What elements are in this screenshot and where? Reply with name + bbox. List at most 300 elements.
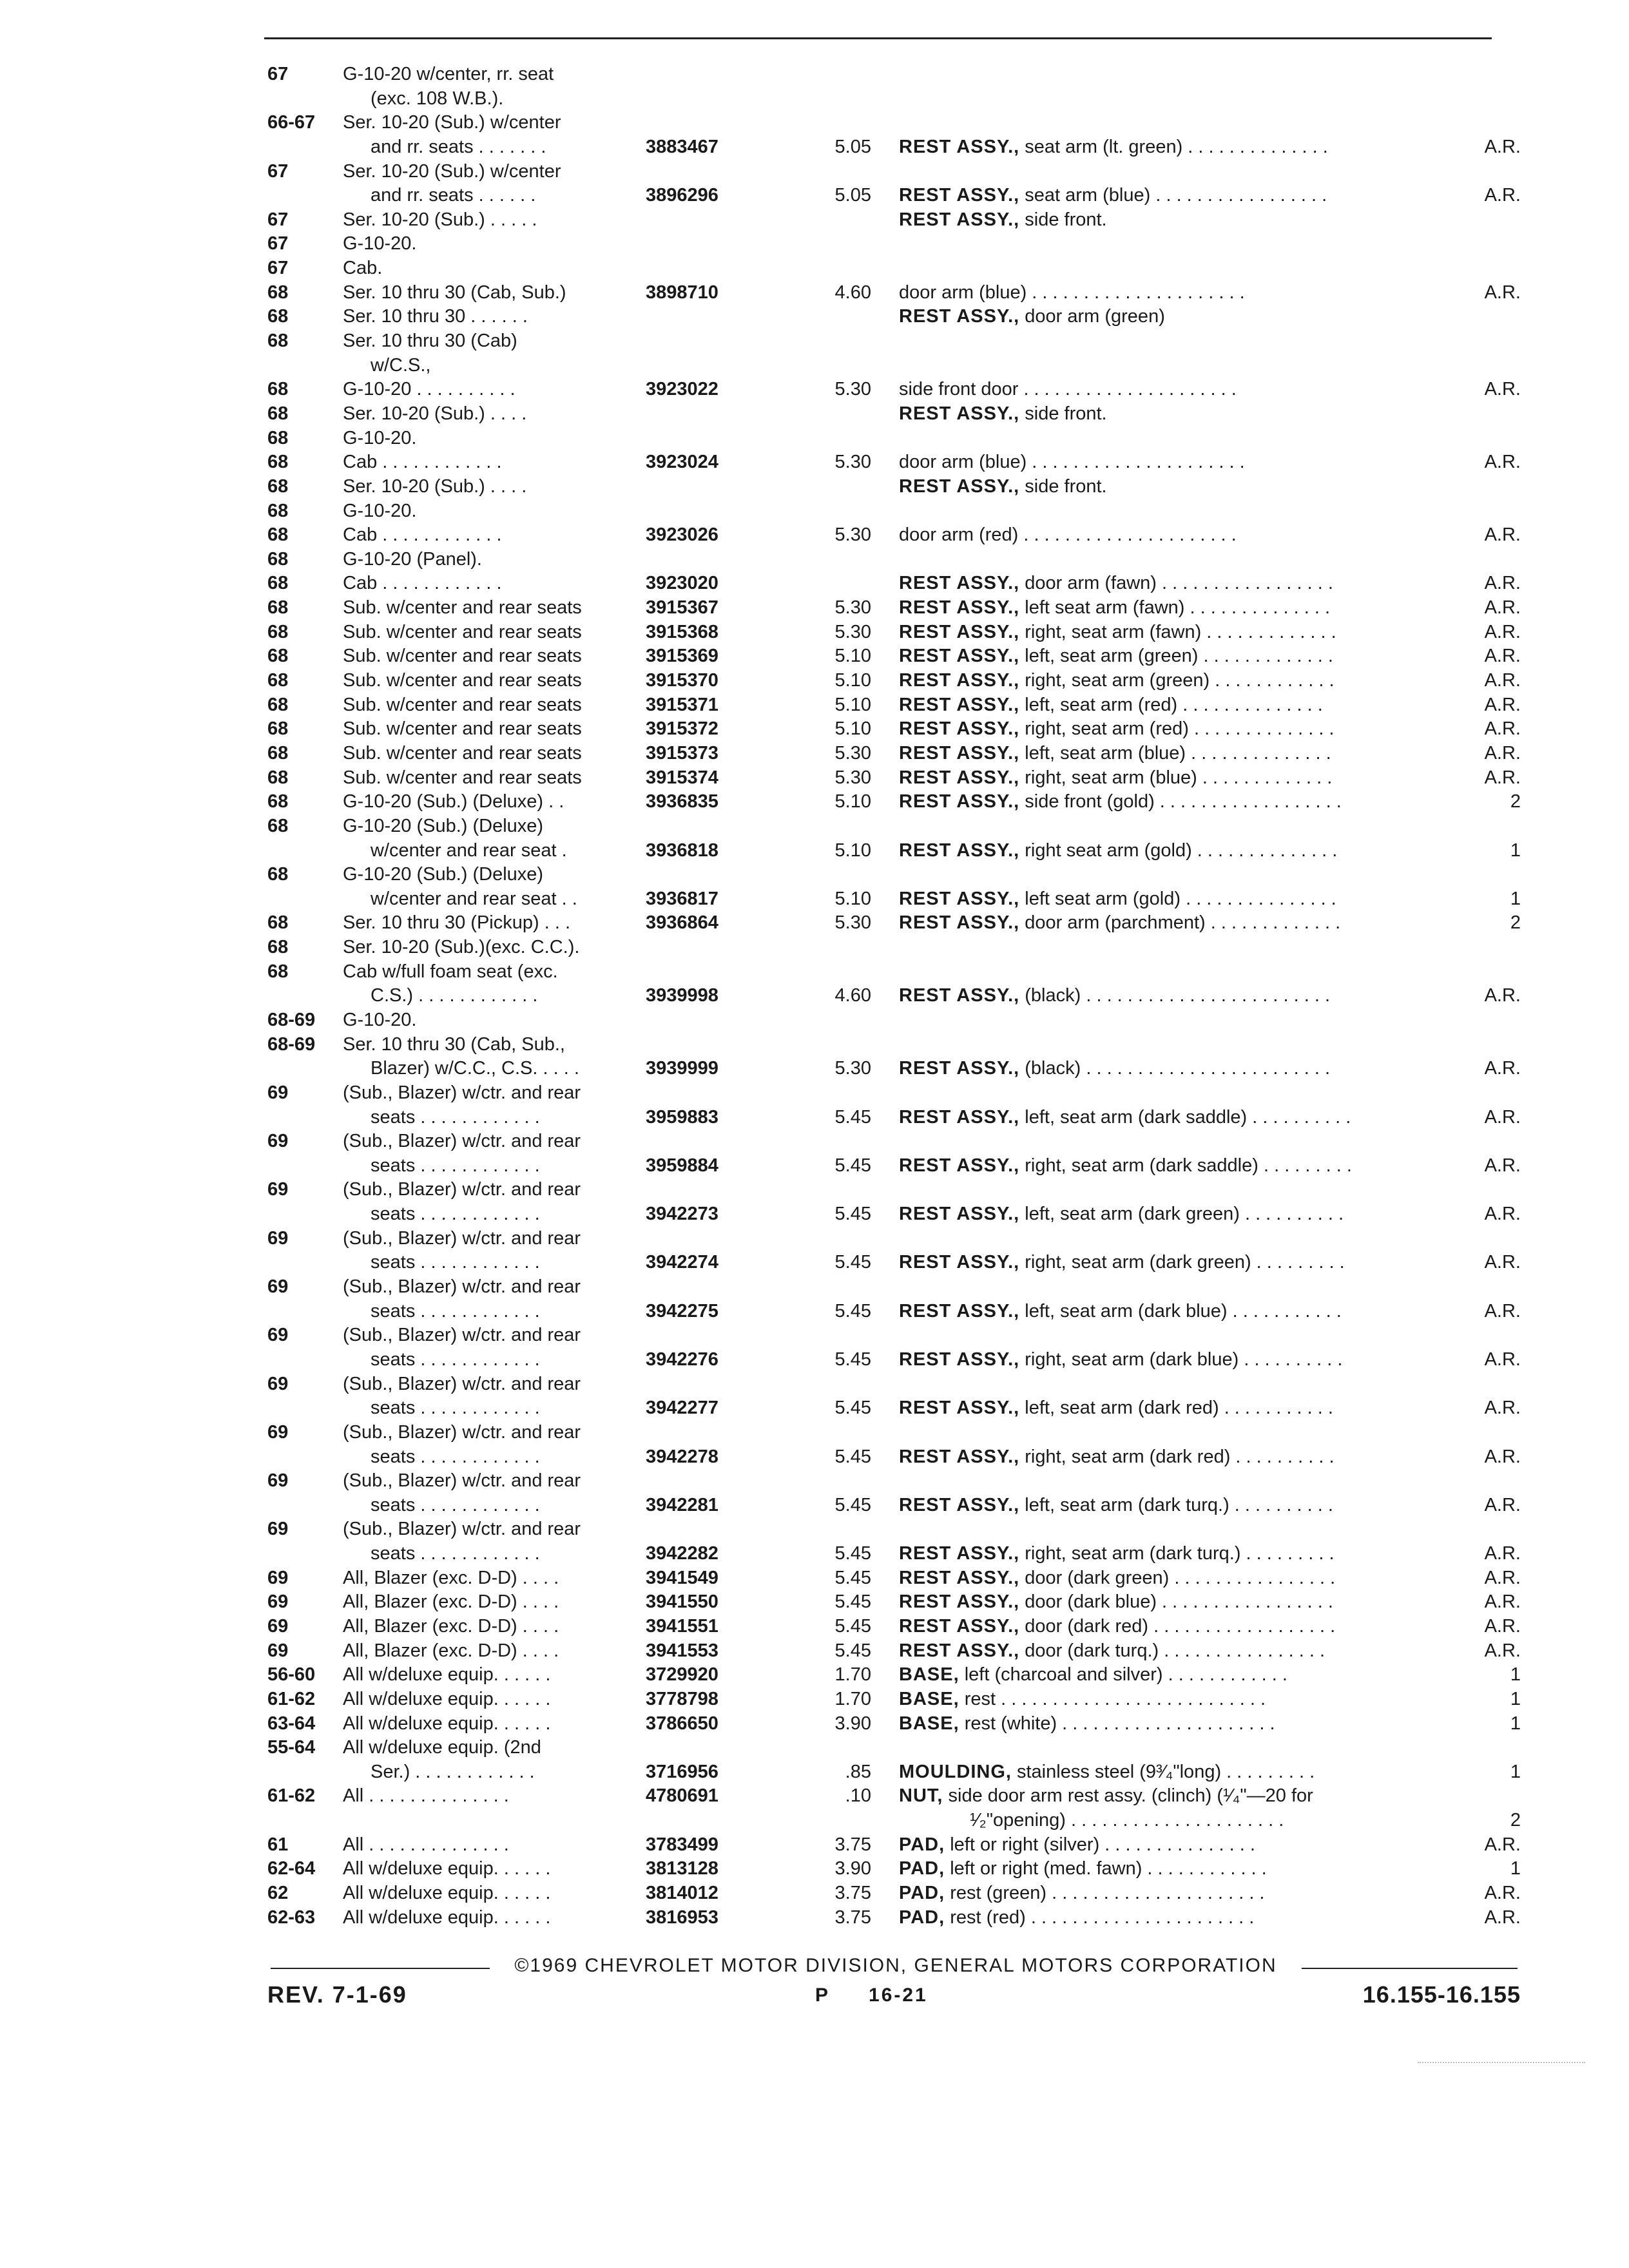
list-price: 5.45: [834, 1616, 871, 1637]
quantity: 1: [1510, 1858, 1521, 1879]
part-detail: seat arm (blue) . . . . . . . . . . . . . . . . .: [1025, 185, 1327, 206]
list-price: 5.30: [834, 742, 871, 764]
model-description: Ser. 10-20 (Sub.) w/center: [343, 112, 561, 133]
model-description: seats . . . . . . . . . . . .: [371, 1543, 540, 1564]
group-range: 16.155-16.155: [1362, 1981, 1521, 2008]
model-year: 68: [267, 791, 289, 812]
model-year: 68: [267, 548, 289, 570]
model-year: 68: [267, 597, 289, 619]
part-number: 3959883: [646, 1106, 718, 1128]
model-description: G-10-20.: [343, 500, 417, 521]
part-number: 3936817: [646, 888, 718, 909]
part-name: REST ASSY.,: [899, 742, 1020, 764]
part-description: [899, 742, 1331, 766]
model-description: seats . . . . . . . . . . . .: [371, 1204, 540, 1225]
model-description: G-10-20 . . . . . . . . . .: [343, 379, 516, 400]
part-detail: left, seat arm (dark green) . . . . . . . . . .: [1025, 1204, 1344, 1225]
quantity: A.R.: [1484, 1591, 1521, 1613]
parts-row: [0, 1300, 1629, 1324]
part-number: 3941551: [646, 1616, 718, 1637]
model-description: Cab . . . . . . . . . . . .: [343, 524, 502, 546]
parts-row: [0, 184, 1629, 208]
quantity: A.R.: [1484, 1567, 1521, 1588]
parts-row: [0, 256, 1629, 281]
quantity: A.R.: [1484, 694, 1521, 715]
parts-row: [0, 911, 1629, 936]
model-year: 63-64: [267, 1713, 316, 1734]
parts-row: [0, 1008, 1629, 1033]
model-description: w/C.S.,: [371, 354, 431, 376]
parts-row: [0, 742, 1629, 766]
part-detail: door arm (blue) . . . . . . . . . . . . . . . . . . . . .: [899, 452, 1245, 473]
parts-row: [0, 208, 1629, 233]
model-description: (exc. 108 W.B.).: [371, 88, 504, 109]
part-detail: right, seat arm (dark turq.) . . . . . . . . .: [1025, 1543, 1335, 1564]
model-description: All, Blazer (exc. D-D) . . . .: [343, 1616, 559, 1637]
parts-row: [0, 378, 1629, 402]
model-description: Ser. 10 thru 30 (Pickup) . . .: [343, 912, 570, 934]
part-detail: left, seat arm (dark blue) . . . . . . . . . . .: [1025, 1300, 1342, 1321]
parts-row: [0, 669, 1629, 693]
part-detail: door arm (parchment) . . . . . . . . . . . . .: [1025, 912, 1341, 934]
quantity: A.R.: [1484, 1883, 1521, 1904]
part-detail: side front.: [1025, 403, 1107, 424]
part-description: [899, 620, 1336, 645]
part-detail: rest (green) . . . . . . . . . . . . . . . . . . . . .: [950, 1883, 1265, 1904]
list-price: 5.10: [834, 840, 871, 861]
part-description: [899, 1833, 1255, 1858]
page-number: [815, 1984, 928, 2006]
part-number: 3915370: [646, 670, 718, 691]
part-detail: (black) . . . . . . . . . . . . . . . . . . . . . . . .: [1025, 1058, 1331, 1079]
model-year: 68: [267, 815, 289, 836]
part-name: REST ASSY.,: [899, 670, 1020, 691]
parts-row: [0, 111, 1629, 135]
quantity: A.R.: [1484, 282, 1521, 303]
part-name: REST ASSY.,: [899, 912, 1020, 934]
model-year: 62-64: [267, 1858, 316, 1879]
model-description: All . . . . . . . . . . . . . .: [343, 1785, 509, 1807]
part-description: [899, 1057, 1330, 1081]
model-description: Sub. w/center and rear seats: [343, 742, 582, 764]
part-name: PAD,: [899, 1858, 945, 1879]
model-description: Sub. w/center and rear seats: [343, 718, 582, 740]
quantity: A.R.: [1484, 646, 1521, 667]
scan-mark: [1418, 2062, 1585, 2064]
quantity: A.R.: [1484, 1494, 1521, 1515]
parts-row: [0, 1372, 1629, 1397]
list-price: 5.30: [834, 1058, 871, 1079]
list-price: 5.45: [834, 1204, 871, 1225]
model-description: seats . . . . . . . . . . . .: [371, 1300, 540, 1321]
model-description: All, Blazer (exc. D-D) . . . .: [343, 1591, 559, 1613]
parts-row: [0, 1517, 1629, 1542]
model-year: 68: [267, 306, 289, 327]
copyright-notice: ©1969 CHEVROLET MOTOR DIVISION, GENERAL MOTORS CORPORATION: [514, 1955, 1277, 1976]
part-name: REST ASSY.,: [899, 573, 1020, 594]
quantity: A.R.: [1484, 573, 1521, 594]
part-number: 3941549: [646, 1567, 718, 1588]
model-description: Ser. 10 thru 30 (Cab, Sub.): [343, 282, 566, 303]
parts-row: [0, 523, 1629, 548]
model-description: All w/deluxe equip. . . . . .: [343, 1713, 551, 1734]
part-name: REST ASSY.,: [899, 1252, 1020, 1273]
part-detail: door (dark green) . . . . . . . . . . . . . . . .: [1025, 1567, 1336, 1588]
part-description: [899, 644, 1333, 669]
model-year: 69: [267, 1421, 289, 1443]
part-description: [899, 1663, 1287, 1687]
list-price: 5.45: [834, 1543, 871, 1564]
model-year: 68-69: [267, 1009, 316, 1030]
model-year: 69: [267, 1616, 289, 1637]
part-detail: side front.: [1025, 476, 1107, 497]
quantity: 1: [1510, 888, 1521, 909]
parts-row: [0, 1445, 1629, 1470]
model-description: Sub. w/center and rear seats: [343, 646, 582, 667]
quantity: A.R.: [1484, 767, 1521, 788]
model-description: Cab.: [343, 258, 383, 279]
part-detail: door arm (blue) . . . . . . . . . . . . . . . . . . . . .: [899, 282, 1245, 303]
part-number: 3942281: [646, 1494, 718, 1515]
model-description: Blazer) w/C.C., C.S. . . . .: [371, 1058, 579, 1079]
part-number: 3814012: [646, 1883, 718, 1904]
parts-list: [0, 62, 1629, 1930]
list-price: 5.45: [834, 1446, 871, 1467]
list-price: 5.05: [834, 185, 871, 206]
quantity: A.R.: [1484, 1300, 1521, 1321]
model-description: Ser. 10 thru 30 . . . . . .: [343, 306, 528, 327]
part-number: 3915372: [646, 718, 718, 740]
part-number: 3915368: [646, 621, 718, 642]
quantity: 1: [1510, 1761, 1521, 1782]
part-number: 3898710: [646, 282, 718, 303]
part-name: BASE,: [899, 1688, 959, 1709]
quantity: A.R.: [1484, 597, 1521, 619]
part-detail: (black) . . . . . . . . . . . . . . . . . . . . . . . .: [1025, 985, 1331, 1006]
part-number: 3923026: [646, 524, 718, 546]
quantity: A.R.: [1484, 1834, 1521, 1855]
part-description: [899, 1712, 1275, 1736]
model-description: Sub. w/center and rear seats: [343, 597, 582, 619]
model-description: Ser. 10 thru 30 (Cab): [343, 331, 517, 352]
parts-row: [0, 1106, 1629, 1130]
list-price: 5.45: [834, 1155, 871, 1176]
list-price: 5.10: [834, 646, 871, 667]
parts-row: [0, 1154, 1629, 1178]
parts-row: [0, 1421, 1629, 1445]
model-year: 68: [267, 937, 289, 958]
part-number: 3939998: [646, 985, 718, 1006]
part-description: [970, 1809, 1284, 1833]
list-price: 5.30: [834, 452, 871, 473]
part-number: 3942276: [646, 1349, 718, 1370]
part-detail: door (dark turq.) . . . . . . . . . . . . . . . .: [1025, 1640, 1325, 1661]
quantity: A.R.: [1484, 985, 1521, 1006]
part-number: 3923024: [646, 452, 718, 473]
model-year: 69: [267, 1227, 289, 1249]
quantity: A.R.: [1484, 1446, 1521, 1467]
part-detail: door arm (green): [1025, 306, 1165, 327]
part-description: [899, 208, 1107, 233]
parts-row: [0, 644, 1629, 669]
part-number: 3915374: [646, 767, 718, 788]
part-detail: right, seat arm (green) . . . . . . . . . . . .: [1025, 670, 1335, 691]
parts-row: [0, 1227, 1629, 1251]
model-year: 69: [267, 1131, 289, 1152]
part-detail: rest (red) . . . . . . . . . . . . . . . . . . . . . .: [950, 1907, 1255, 1928]
part-detail: right, seat arm (red) . . . . . . . . . . . . . .: [1025, 718, 1335, 740]
part-name: REST ASSY.,: [899, 1567, 1020, 1588]
part-number: 3783499: [646, 1834, 718, 1855]
part-detail: left, seat arm (dark red) . . . . . . . . . . .: [1025, 1398, 1333, 1419]
model-year: 68: [267, 500, 289, 521]
model-year: 62: [267, 1883, 289, 1904]
model-description: All w/deluxe equip. . . . . .: [343, 1907, 551, 1928]
model-year: 69: [267, 1519, 289, 1540]
part-detail: left or right (med. fawn) . . . . . . . . . . . .: [950, 1858, 1267, 1879]
revision-date: REV. 7-1-69: [267, 1981, 407, 2008]
part-detail: door arm (red) . . . . . . . . . . . . . . . . . . . . .: [899, 524, 1237, 546]
list-price: 1.70: [834, 1688, 871, 1709]
part-number: 3941553: [646, 1640, 718, 1661]
part-description: [899, 911, 1340, 936]
quantity: A.R.: [1484, 524, 1521, 546]
model-year: 69: [267, 1179, 289, 1200]
quantity: A.R.: [1484, 1349, 1521, 1370]
part-name: PAD,: [899, 1883, 945, 1904]
part-description: [899, 1881, 1265, 1906]
part-number: 3915371: [646, 694, 718, 715]
list-price: 5.45: [834, 1494, 871, 1515]
quantity: A.R.: [1484, 670, 1521, 691]
list-price: 5.05: [834, 136, 871, 157]
model-description: G-10-20.: [343, 233, 417, 255]
model-description: seats . . . . . . . . . . . .: [371, 1494, 540, 1515]
part-number: 3923020: [646, 573, 718, 594]
part-detail: rest . . . . . . . . . . . . . . . . . . . . . . . . . .: [964, 1688, 1266, 1709]
parts-row: [0, 863, 1629, 887]
part-description: [899, 1348, 1342, 1372]
part-number: 3816953: [646, 1907, 718, 1928]
list-price: 5.45: [834, 1567, 871, 1588]
part-name: REST ASSY.,: [899, 1398, 1020, 1419]
model-year: 67: [267, 209, 289, 230]
model-year: 68: [267, 476, 289, 497]
list-price: 3.75: [834, 1907, 871, 1928]
model-year: 68: [267, 282, 289, 303]
part-detail: right, seat arm (dark blue) . . . . . . . . . .: [1025, 1349, 1343, 1370]
model-description: G-10-20.: [343, 427, 417, 448]
model-year: 61-62: [267, 1688, 316, 1709]
parts-row: [0, 62, 1629, 87]
part-number: 3915373: [646, 742, 718, 764]
part-name: REST ASSY.,: [899, 209, 1020, 230]
model-description: G-10-20 w/center, rr. seat: [343, 64, 554, 84]
part-detail: left seat arm (gold) . . . . . . . . . . . . . . .: [1025, 888, 1336, 909]
list-price: 5.45: [834, 1349, 871, 1370]
parts-row: [0, 1469, 1629, 1494]
part-description: [899, 766, 1332, 791]
quantity: 2: [1510, 1810, 1521, 1831]
list-price: 3.90: [834, 1858, 871, 1879]
list-price: 3.75: [834, 1883, 871, 1904]
parts-row: [0, 1639, 1629, 1664]
model-description: (Sub., Blazer) w/ctr. and rear: [343, 1519, 581, 1540]
part-name: NUT,: [899, 1785, 943, 1807]
part-detail: left, seat arm (dark turq.) . . . . . . . . . .: [1025, 1494, 1333, 1515]
part-name: PAD,: [899, 1834, 945, 1855]
parts-row: [0, 1275, 1629, 1300]
part-detail: left, seat arm (green) . . . . . . . . . . . . .: [1025, 646, 1333, 667]
model-year: 68: [267, 427, 289, 448]
parts-row: [0, 1687, 1629, 1712]
model-year: 67: [267, 258, 289, 279]
list-price: 5.45: [834, 1106, 871, 1128]
quantity: 2: [1510, 791, 1521, 812]
model-description: (Sub., Blazer) w/ctr. and rear: [343, 1373, 581, 1394]
model-year: 55-64: [267, 1737, 316, 1758]
parts-row: [0, 1251, 1629, 1275]
part-description: [899, 572, 1333, 596]
parts-row: [0, 1590, 1629, 1615]
parts-row: [0, 1057, 1629, 1081]
model-description: (Sub., Blazer) w/ctr. and rear: [343, 1325, 581, 1346]
model-description: seats . . . . . . . . . . . .: [371, 1398, 540, 1419]
model-description: Sub. w/center and rear seats: [343, 694, 582, 715]
model-description: Sub. w/center and rear seats: [343, 621, 582, 642]
model-year: 67: [267, 160, 289, 182]
part-description: [899, 1542, 1335, 1566]
part-description: [899, 717, 1335, 742]
part-name: REST ASSY.,: [899, 791, 1020, 812]
model-description: All w/deluxe equip. . . . . .: [343, 1883, 551, 1904]
model-year: 69: [267, 1082, 289, 1103]
parts-row: [0, 1906, 1629, 1930]
model-year: 62-63: [267, 1907, 316, 1928]
list-price: 4.60: [834, 282, 871, 303]
model-year: 66-67: [267, 112, 316, 133]
part-description: [899, 1590, 1333, 1615]
model-description: (Sub., Blazer) w/ctr. and rear: [343, 1421, 581, 1443]
part-number: 3729920: [646, 1664, 718, 1686]
parts-row: [0, 1129, 1629, 1154]
part-detail: left or right (silver) . . . . . . . . . . . . . . .: [950, 1834, 1255, 1855]
part-detail: side door arm rest assy. (clinch) (¹⁄₄"—20 for: [948, 1785, 1313, 1807]
model-description: (Sub., Blazer) w/ctr. and rear: [343, 1470, 581, 1492]
part-description: [899, 693, 1323, 718]
part-description: [899, 1687, 1266, 1712]
model-year: 69: [267, 1276, 289, 1298]
model-year: 67: [267, 233, 289, 255]
part-name: MOULDING,: [899, 1761, 1012, 1782]
part-number: 3936835: [646, 791, 718, 812]
part-number: 3915369: [646, 646, 718, 667]
parts-row: [0, 1566, 1629, 1591]
model-year: 61-62: [267, 1785, 316, 1807]
quantity: 1: [1510, 1688, 1521, 1709]
list-price: 5.45: [834, 1640, 871, 1661]
parts-row: [0, 1542, 1629, 1566]
model-description: G-10-20 (Panel).: [343, 548, 482, 570]
part-detail: right seat arm (gold) . . . . . . . . . . . . . .: [1025, 840, 1338, 861]
parts-row: [0, 548, 1629, 572]
model-description: seats . . . . . . . . . . . .: [371, 1349, 540, 1370]
part-number: 3813128: [646, 1858, 718, 1879]
part-name: REST ASSY.,: [899, 1446, 1020, 1467]
part-description: [899, 1639, 1325, 1664]
quantity: A.R.: [1484, 1640, 1521, 1661]
parts-row: [0, 427, 1629, 451]
parts-row: [0, 766, 1629, 791]
model-description: seats . . . . . . . . . . . .: [371, 1106, 540, 1128]
part-description: [899, 1494, 1333, 1518]
part-description: [899, 596, 1330, 620]
model-description: G-10-20 (Sub.) (Deluxe) . .: [343, 791, 564, 812]
part-description: [899, 1906, 1254, 1930]
model-description: G-10-20.: [343, 1009, 417, 1030]
part-detail: left seat arm (fawn) . . . . . . . . . . . . . .: [1025, 597, 1331, 619]
model-description: All, Blazer (exc. D-D) . . . .: [343, 1567, 559, 1588]
part-description: [899, 1300, 1342, 1324]
parts-row: [0, 1202, 1629, 1227]
part-detail: seat arm (lt. green) . . . . . . . . . . . . . .: [1025, 136, 1328, 157]
parts-row: [0, 717, 1629, 742]
top-rule: [264, 37, 1492, 39]
list-price: 5.30: [834, 912, 871, 934]
list-price: 1.70: [834, 1664, 871, 1686]
part-name: REST ASSY.,: [899, 597, 1020, 619]
part-number: 3942275: [646, 1300, 718, 1321]
part-description: [899, 1106, 1351, 1130]
list-price: 5.30: [834, 524, 871, 546]
part-detail: side front door . . . . . . . . . . . . . . . . . . . . .: [899, 379, 1237, 400]
part-description: [899, 450, 1245, 475]
parts-row: [0, 1494, 1629, 1518]
list-price: 5.30: [834, 767, 871, 788]
part-description: [899, 887, 1336, 912]
model-year: 68: [267, 452, 289, 473]
model-description: (Sub., Blazer) w/ctr. and rear: [343, 1082, 581, 1103]
parts-row: [0, 160, 1629, 184]
model-year: 68: [267, 864, 289, 885]
part-description: [899, 305, 1165, 329]
list-price: .85: [845, 1761, 871, 1782]
parts-row: [0, 475, 1629, 499]
part-name: REST ASSY.,: [899, 185, 1020, 206]
quantity: A.R.: [1484, 1252, 1521, 1273]
part-name: REST ASSY.,: [899, 1640, 1020, 1661]
part-number: 4780691: [646, 1785, 718, 1807]
part-number: 3915367: [646, 597, 718, 619]
part-name: PAD,: [899, 1907, 945, 1928]
quantity: A.R.: [1484, 1106, 1521, 1128]
model-description: Ser. 10-20 (Sub.)(exc. C.C.).: [343, 937, 580, 958]
part-number: 3942274: [646, 1252, 718, 1273]
list-price: 5.30: [834, 379, 871, 400]
parts-row: [0, 329, 1629, 354]
part-name: BASE,: [899, 1713, 959, 1734]
quantity: A.R.: [1484, 1616, 1521, 1637]
model-description: G-10-20 (Sub.) (Deluxe): [343, 864, 544, 885]
parts-row: [0, 402, 1629, 427]
parts-row: [0, 1178, 1629, 1202]
model-year: 68: [267, 961, 289, 982]
part-name: REST ASSY.,: [899, 646, 1020, 667]
quantity: 1: [1510, 1713, 1521, 1734]
parts-row: [0, 87, 1629, 111]
model-description: Cab . . . . . . . . . . . .: [343, 573, 502, 594]
parts-row: [0, 936, 1629, 960]
